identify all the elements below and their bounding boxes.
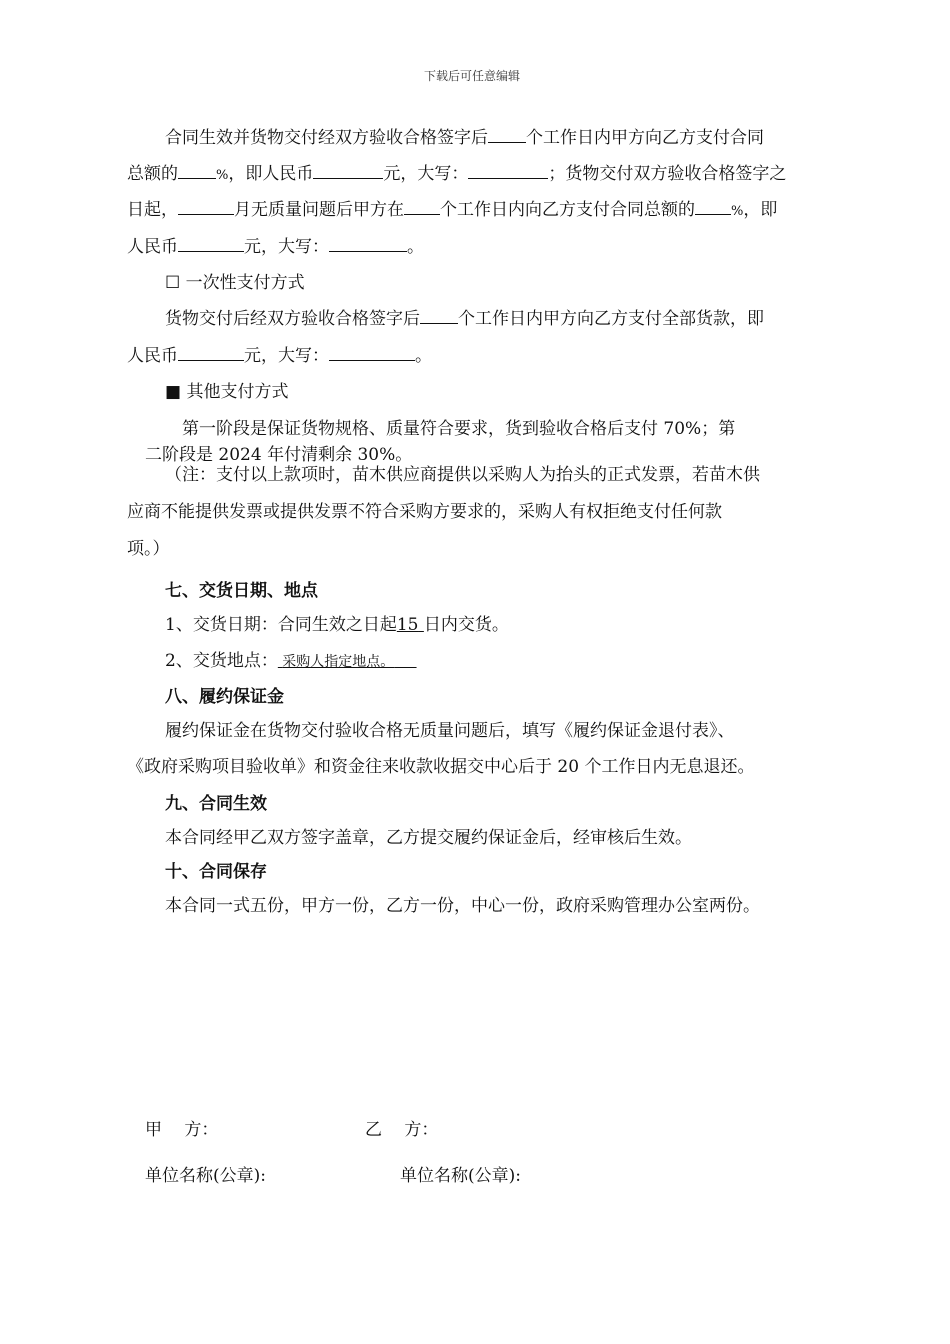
section-10-title: 十、合同保存 — [165, 862, 267, 882]
text: 元，大写： — [244, 237, 329, 257]
text: 元，大写： — [383, 164, 469, 184]
payment-line-6 — [127, 338, 432, 374]
payment-detail-2: 二阶段是 2024 年付清剩余 30%。 — [145, 445, 413, 465]
party-b-label: 乙 方： — [365, 1120, 439, 1140]
text: 人民币 — [127, 346, 178, 366]
text: 个工作日内甲方向乙方支付合同 — [526, 128, 764, 148]
payment-line-5 — [165, 301, 764, 337]
blank-field[interactable] — [420, 309, 458, 324]
delivery-days: 15 — [396, 615, 419, 635]
text: ，即人民币 — [228, 164, 314, 184]
note-line-3: 项。） — [127, 539, 170, 559]
option-one-time[interactable] — [165, 265, 305, 301]
section-7-title: 七、交货日期、地点 — [165, 581, 318, 601]
delivery-place-text: 采购人指定地点。 — [282, 654, 395, 670]
delivery-date — [165, 610, 509, 635]
option-label: 其他支付方式 — [186, 382, 289, 402]
text: 总额的 — [127, 164, 178, 184]
option-label: 一次性支付方式 — [185, 273, 305, 293]
blank-field[interactable] — [468, 164, 548, 179]
blank-field[interactable] — [488, 128, 526, 143]
delivery-place-value[interactable] — [278, 654, 417, 670]
blank-field[interactable] — [178, 346, 244, 361]
text: 日内交货。 — [423, 615, 509, 635]
section-8-line-2: 《政府采购项目验收单》和资金往来收款收据交中心后于 20 个工作日内无息退还。 — [127, 757, 755, 777]
section-10-line-1: 本合同一式五份，甲方一份，乙方一份，中心一份，政府采购管理办公室两份。 — [165, 896, 760, 916]
blank-field[interactable] — [178, 164, 216, 179]
text: ；货物交付双方验收合格签字之 — [548, 164, 787, 184]
party-a-label: 甲 方： — [145, 1120, 219, 1140]
text: 元，大写： — [244, 346, 329, 366]
text: 个工作日内向乙方支付合同总额的 — [440, 200, 695, 220]
payment-detail-1: 第一阶段是保证货物规格、质量符合要求，货到验收合格后支付 70%；第 — [182, 419, 736, 439]
party-b-unit-label: 单位名称(公章): — [400, 1166, 521, 1186]
text: 货物交付后经双方验收合格签字后 — [165, 309, 420, 329]
blank-field[interactable] — [178, 237, 244, 252]
text: 人民币 — [127, 237, 178, 257]
blank-field[interactable] — [329, 237, 407, 252]
text: 月无质量问题后甲方在 — [234, 200, 404, 220]
delivery-days-value[interactable] — [397, 615, 424, 635]
text: 。 — [415, 346, 432, 366]
checkbox-filled-icon[interactable]: ■ — [165, 382, 182, 402]
blank-field[interactable] — [329, 346, 415, 361]
payment-line-2 — [127, 156, 786, 194]
text: ，即 — [743, 200, 778, 220]
text: 2、交货地点： — [165, 651, 278, 671]
blank-field[interactable] — [313, 164, 383, 179]
blank-field[interactable] — [695, 200, 731, 215]
text: 日起， — [127, 200, 178, 220]
payment-line-1 — [165, 120, 764, 156]
payment-line-3 — [127, 192, 777, 230]
text: 个工作日内甲方向乙方支付全部货款，即 — [458, 309, 764, 329]
text: 合同生效并货物交付经双方验收合格签字后 — [165, 128, 488, 148]
section-9-title: 九、合同生效 — [165, 794, 267, 814]
checkbox-empty-icon[interactable]: ☐ — [165, 273, 181, 293]
page-header: 下载后可任意编辑 — [424, 69, 521, 83]
blank-field[interactable] — [178, 200, 234, 215]
blank-field[interactable] — [404, 200, 440, 215]
note-line-2: 应商不能提供发票或提供发票不符合采购方要求的，采购人有权拒绝支付任何款 — [127, 502, 722, 522]
note-line-1: （注：支付以上款项时，苗木供应商提供以采购人为抬头的正式发票，若苗木供 — [165, 465, 760, 485]
section-8-line-1: 履约保证金在货物交付验收合格无质量问题后，填写《履约保证金退付表》、 — [165, 721, 735, 741]
text: 1、交货日期：合同生效之日起 — [165, 615, 397, 635]
section-8-title: 八、履约保证金 — [165, 687, 284, 707]
delivery-place — [165, 646, 417, 671]
percent-sign: % — [216, 168, 229, 183]
party-a-unit-label: 单位名称(公章): — [145, 1166, 266, 1186]
text: 。 — [407, 237, 424, 257]
percent-sign: % — [731, 204, 744, 219]
option-other[interactable] — [165, 374, 288, 410]
section-9-line-1: 本合同经甲乙双方签字盖章，乙方提交履约保证金后，经审核后生效。 — [165, 828, 692, 848]
payment-line-4 — [127, 229, 424, 265]
